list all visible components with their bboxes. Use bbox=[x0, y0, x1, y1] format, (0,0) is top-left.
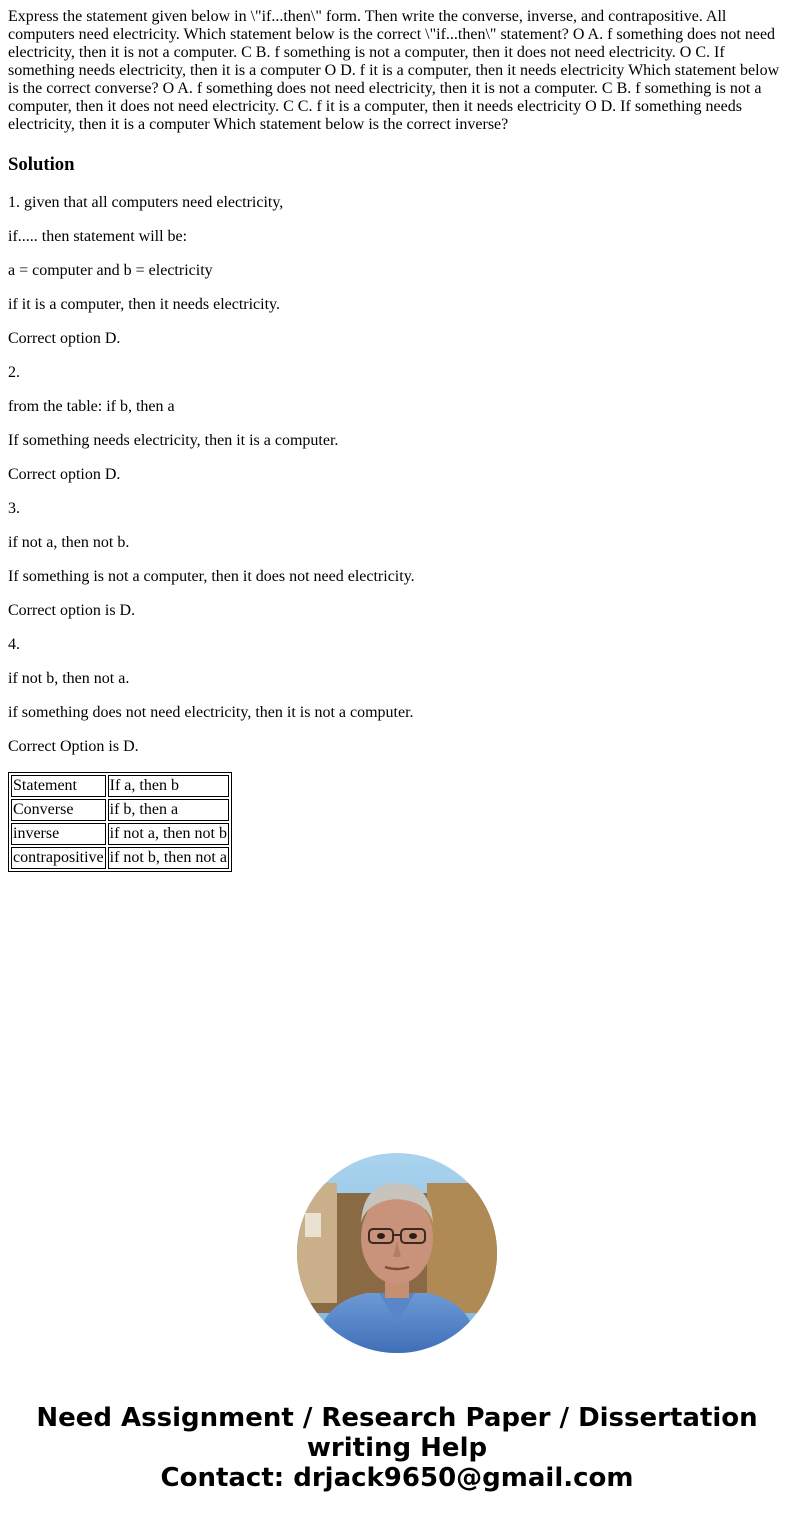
solution-body bbox=[8, 194, 786, 756]
solution-line: 3. bbox=[8, 500, 20, 517]
solution-line: a = computer and b = electricity bbox=[8, 262, 213, 279]
table-cell: contrapositive bbox=[11, 847, 106, 869]
avatar bbox=[297, 1153, 497, 1353]
table-row bbox=[11, 775, 229, 797]
question-text: Express the statement given below in \"if...then\" form. Then write the converse, inverse, and contrapositive. All computers need electricity. Which statement below is the correct \"if...then\" statement? O A. f something does not need electricity, then it is not a computer. C B. f something is not a computer, then it does not need electricity. O C. If something needs electricity, then it is a computer O D. f it is a computer, then it needs electricity Which statement below is the correct converse? O A. f something does not need electricity, then it is not a computer. C B. f something is not a computer, then it does not need electricity. C C. f it is a computer, then it needs electricity O D. If something needs electricity, then it is a computer Which statement below is the correct inverse? bbox=[8, 8, 780, 133]
table-cell: If a, then b bbox=[108, 775, 229, 797]
footer-banner bbox=[0, 1403, 794, 1493]
solution-line: Correct option is D. bbox=[8, 602, 136, 619]
table-cell: inverse bbox=[11, 823, 106, 845]
solution-line: Correct option D. bbox=[8, 466, 121, 483]
solution-line: if not a, then not b. bbox=[8, 534, 130, 551]
summary-table bbox=[8, 772, 232, 872]
footer-line-1: Need Assignment / Research Paper / Dissertation bbox=[36, 1403, 758, 1433]
table-cell: Statement bbox=[11, 775, 106, 797]
footer-line-2: writing Help bbox=[306, 1433, 488, 1463]
footer-contact: Contact: drjack9650@gmail.com bbox=[160, 1463, 634, 1493]
solution-line: If something is not a computer, then it does not need electricity. bbox=[8, 568, 415, 585]
solution-line: from the table: if b, then a bbox=[8, 398, 175, 415]
solution-line: if something does not need electricity, then it is not a computer. bbox=[8, 704, 414, 721]
table-cell: if not a, then not b bbox=[108, 823, 229, 845]
solution-line: if..... then statement will be: bbox=[8, 228, 188, 245]
table-cell: if b, then a bbox=[108, 799, 229, 821]
avatar-portrait-image bbox=[297, 1153, 497, 1353]
solution-line: Correct option D. bbox=[8, 330, 121, 347]
table-cell: Converse bbox=[11, 799, 106, 821]
solution-line: Correct Option is D. bbox=[8, 738, 139, 755]
table-row bbox=[11, 799, 229, 821]
solution-line: 2. bbox=[8, 364, 20, 381]
solution-line: 4. bbox=[8, 636, 20, 653]
table-row bbox=[11, 847, 229, 869]
table-row bbox=[11, 823, 229, 845]
table-cell: if not b, then not a bbox=[108, 847, 229, 869]
solution-line: 1. given that all computers need electricity, bbox=[8, 194, 284, 211]
solution-line: if not b, then not a. bbox=[8, 670, 130, 687]
solution-heading: Solution bbox=[8, 154, 75, 175]
solution-line: If something needs electricity, then it is a computer. bbox=[8, 432, 339, 449]
solution-line: if it is a computer, then it needs electricity. bbox=[8, 296, 281, 313]
